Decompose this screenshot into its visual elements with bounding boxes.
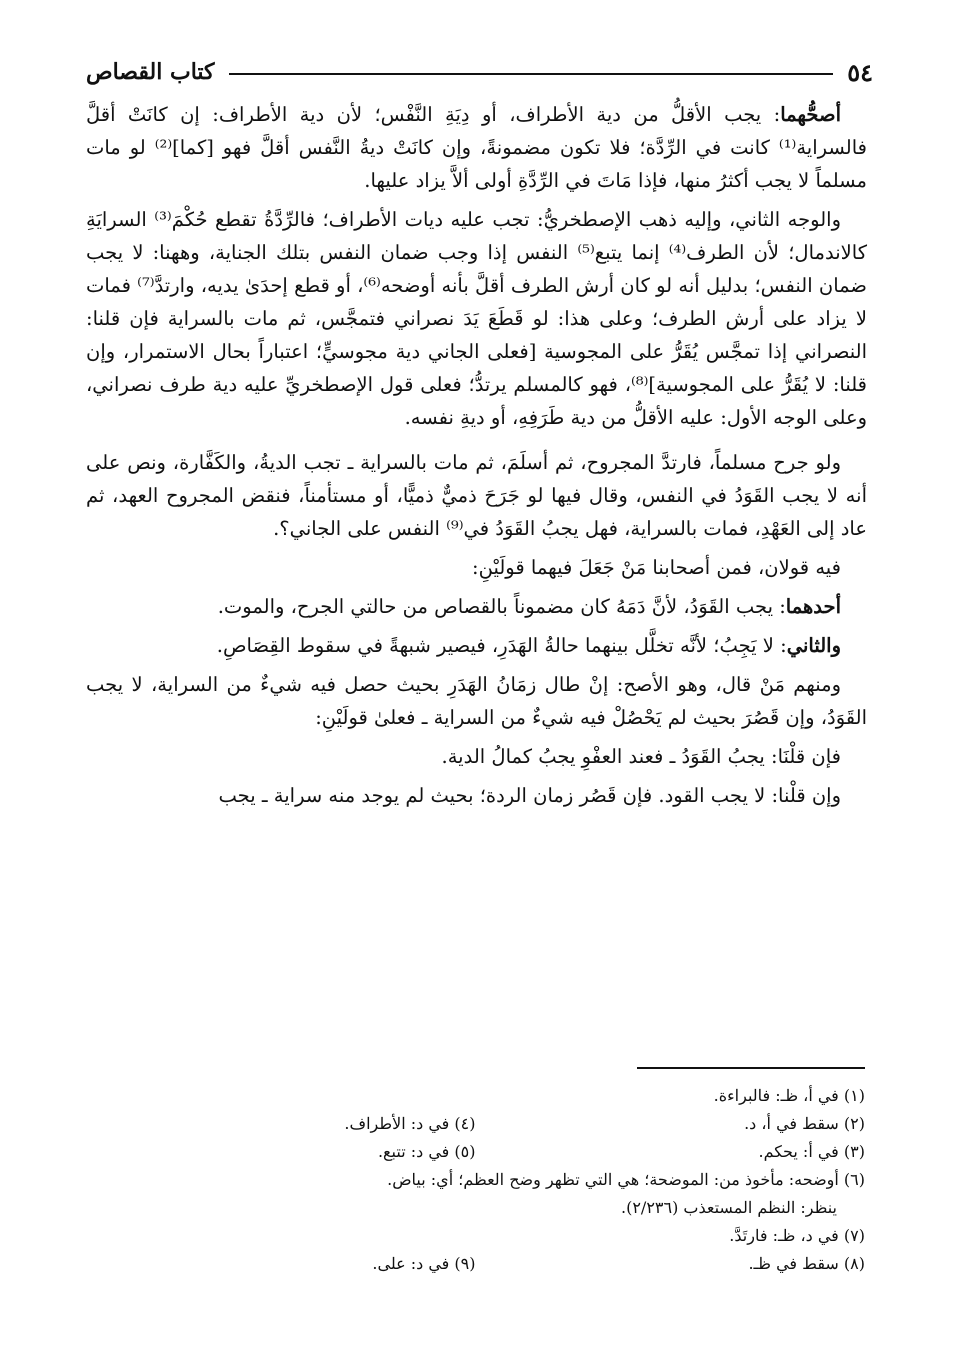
- footnote-6-reference: ينظر: النظم المستعذب (٢/٢٣٦).: [621, 1198, 837, 1217]
- paragraph-2: والوجه الثاني، وإليه ذهب الإصطخريُّ: تجب عليه ديات الأطراف؛ فالرِّدَّةُ تقطع حُكْمَ⁽³⁾ السرايَةِ كالاندمال؛ لأن الطرف⁽⁴⁾ إنما يتبع⁽⁵⁾ النفس إذا وجب ضمان النفس بتلك الجناية، وههنا: لا يجب ضمان النفس؛ بدليل أنه لو كان أرش الطرف أقلَّ بأنه أوضحه⁽⁶⁾، أو قطع إحدَىٰ يديه، وارتدَّ⁽⁷⁾ فمات لا يزاد على أرش الطرف؛ وعلى هذا: لو قَطَعَ يَدَ نصراني فتمجَّس، ثم مات بالسراية فإن قلنا: النصراني إذا تمجَّس يُقَرُّ على المجوسية [فعلى الجاني دية مجوسيٍّ؛ اعتباراً بحال الاستمرار، وإن قلنا: لا يُقَرُّ على المجوسية]⁽⁸⁾، فهو كالمسلم يرتدُّ؛ فعلى قول الإصطخريِّ عليه دية طرف نصراني، وعلى الوجه الأول: عليه الأقلُّ من دية طَرَفِهِ، أو ديةِ نفسه.: [86, 208, 867, 429]
- footnote-7: (٧) في د، ظـ: فارتَدَّ.: [729, 1226, 865, 1245]
- page-number: ٥٤: [847, 57, 873, 87]
- footnote-6: (٦) أوضحه: مأخوذ من: الموضحة؛ هي التي تظهر وضح العظم؛ أي: بياض.: [387, 1170, 865, 1189]
- footnote-2: (٢) سقط في أ، د.: [744, 1114, 865, 1133]
- paragraph-lead: والثاني: [786, 634, 841, 657]
- footnotes: [86, 1082, 865, 1278]
- paragraph-6: [86, 629, 867, 662]
- paragraph-text: : لا يَجِبُ؛ لأنَّه تخلَّل بينهما حالةُ الهَدَرِ، فيصير شبهةً في سقوط القِصَاصِ.: [216, 634, 787, 657]
- paragraph-4: فيه قولان، فمن أصحابنا مَنْ جَعَلَ فيهما قولَيْنِ:: [472, 556, 841, 579]
- footnote-8: (٨) سقط في ظـ.: [748, 1254, 865, 1273]
- footnote-9: (٩) في د: على.: [372, 1254, 476, 1273]
- paragraph-9: وإن قلْنا: لا يجب القود. فإن قَصُر زمان الردة؛ بحيث لم يوجد منه سراية ـ يجب: [218, 784, 841, 807]
- page-header: [86, 52, 873, 92]
- header-rule: [229, 73, 834, 75]
- footnote-3: (٣) في أ: يحكم.: [758, 1142, 865, 1161]
- footnote-5: (٥) في د: تتبع.: [377, 1142, 476, 1161]
- footnote-4: (٤) في د: الأطراف.: [344, 1114, 476, 1133]
- paragraph-8: فإن قلْنَا: يجبُ القَوَدُ ـ فعند العفْوِ يجبُ كمالُ الدية.: [441, 745, 841, 768]
- paragraph-text: : يجب القَوَدُ، لأنَّ دَمَهُ كان مضموناً بالقصاص من حالتي الجرح، والموت.: [217, 595, 786, 618]
- paragraph-text: : يجب الأقلُّ من دية الأطراف، أو دِيَةِ النَّفْس؛ لأن دية الأطراف: إن كانَتْ أقلَّ فالسراية⁽¹⁾ كانت في الرِّدَّة؛ فلا تكون مضمونةً، وإن كانَتْ ديةُ النَّفس أقلَّ فهو [كما]⁽²⁾ لو مات مسلماً لا يجب أكثرُ منها، فإذا مَاتَ في الرِّدَّةِ أولى ألاَّ يزاد عليها.: [86, 103, 867, 192]
- footnote-separator: [637, 1067, 865, 1069]
- footnote-row: [86, 1110, 865, 1138]
- footnote-1: (١) في أ، ظـ: فالبراءة.: [713, 1086, 865, 1105]
- footnote-row: [86, 1138, 865, 1166]
- paragraph-lead: أصحُّهما: [780, 103, 841, 126]
- main-text: [86, 98, 867, 818]
- paragraph-5: [86, 590, 867, 623]
- footnote-row: [86, 1250, 865, 1278]
- paragraph-lead: أحدهما: [785, 595, 841, 618]
- running-title: كتاب القصاص: [86, 59, 215, 85]
- paragraph-3: ولو جرح مسلماً، فارتدَّ المجروح، ثم أسلَمَ، ثم مات بالسراية ـ تجب الديةُ، والكَفَّارة، ونص على أنه لا يجب القَوَدُ في النفس، وقال فيها لو جَرَحَ ذميٌّ ذميًّا، أو مستأمناً، فنقض المجروح العهد، ثم عاد إلى العَهْدِ، فمات بالسراية، فهل يجبُ القَوَدُ في⁽⁹⁾ النفس على الجاني؟.: [86, 451, 867, 540]
- paragraph-1: [86, 98, 867, 197]
- paragraph-7: ومنهم مَنْ قال، وهو الأصح: إنْ طال زمَانُ الهَدَرِ بحيث حصل فيه شيءٌ من السراية، لا يجب القَوَدُ، وإن قَصُرَ بحيث لم يَحْصُلْ فيه شيءٌ من السراية ـ فعلىٰ قولَيْنِ:: [86, 673, 867, 729]
